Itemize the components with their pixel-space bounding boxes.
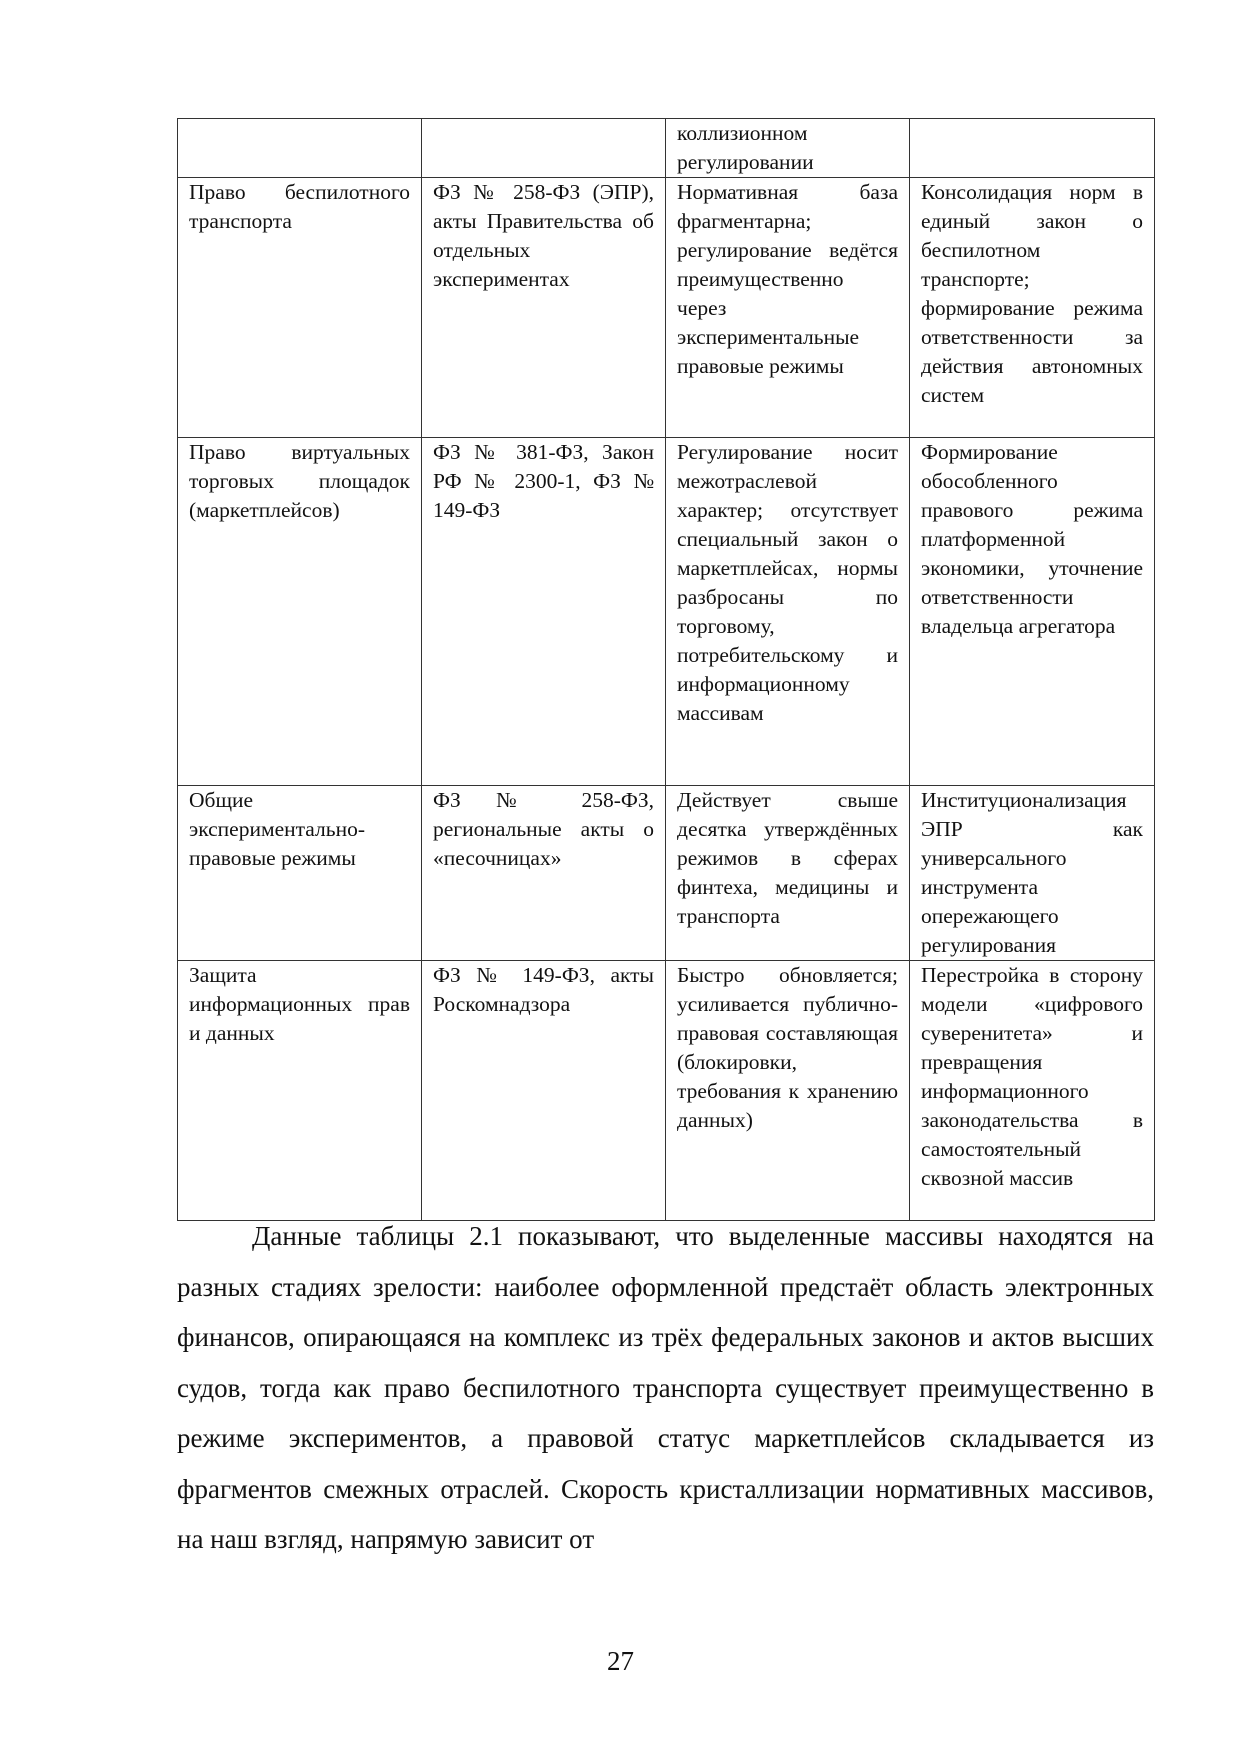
table-cell: коллизионном регулировании bbox=[666, 119, 910, 178]
body-paragraph: Данные таблицы 2.1 показывают, что выделенные массивы находятся на разных стадиях зрелости: наиболее оформленной предстаёт область электронных финансов, опирающаяся на комплекс из трёх федеральных законов и актов высших судов, тогда как право беспилотного транспорта существует преимущественно в режиме экспериментов, а правовой статус маркетплейсов складывается из фрагментов смежных отраслей. Скорость кристаллизации нормативных массивов, на наш взгляд, напрямую зависит от bbox=[177, 1221, 1154, 1554]
table-cell: ФЗ № 258-ФЗ (ЭПР), акты Правительства об отдельных экспериментах bbox=[422, 178, 666, 438]
table-cell: Право виртуальных торговых площадок (маркетплейсов) bbox=[178, 438, 422, 786]
regulation-table bbox=[177, 118, 1155, 1221]
table-cell: Институционализация ЭПР как универсального инструмента опережающего регулирования bbox=[910, 786, 1155, 961]
table-row bbox=[178, 786, 1155, 961]
table-cell: Консолидация норм в единый закон о беспилотном транспорте; формирование режима ответственности за действия автономных систем bbox=[910, 178, 1155, 438]
table-cell: ФЗ № 258-ФЗ, региональные акты о «песочницах» bbox=[422, 786, 666, 961]
table-cell: Действует свыше десятка утверждённых режимов в сферах финтеха, медицины и транспорта bbox=[666, 786, 910, 961]
table-cell: Защита информационных прав и данных bbox=[178, 961, 422, 1221]
table-cell: Формирование обособленного правового режима платформенной экономики, уточнение ответственности владельца агрегатора bbox=[910, 438, 1155, 786]
page-number: 27 bbox=[607, 1646, 634, 1676]
table-cell bbox=[422, 119, 666, 178]
table-cell: ФЗ № 381-ФЗ, Закон РФ № 2300-1, ФЗ № 149-ФЗ bbox=[422, 438, 666, 786]
table-row bbox=[178, 178, 1155, 438]
table-cell: Быстро обновляется; усиливается публично-правовая составляющая (блокировки, требования к хранению данных) bbox=[666, 961, 910, 1221]
table-cell: ФЗ № 149-ФЗ, акты Роскомнадзора bbox=[422, 961, 666, 1221]
table-row bbox=[178, 961, 1155, 1221]
table-cell bbox=[178, 119, 422, 178]
table-cell: Перестройка в сторону модели «цифрового суверенитета» и превращения информационного законодательства в самостоятельный сквозной массив bbox=[910, 961, 1155, 1221]
table-cell: Общие экспериментально-правовые режимы bbox=[178, 786, 422, 961]
table-cell: Регулирование носит межотраслевой характер; отсутствует специальный закон о маркетплейсах, нормы разбросаны по торговому, потребительскому и информационному массивам bbox=[666, 438, 910, 786]
table-row bbox=[178, 438, 1155, 786]
table-cell: Нормативная база фрагментарна; регулирование ведётся преимущественно через экспериментальные правовые режимы bbox=[666, 178, 910, 438]
table-cell bbox=[910, 119, 1155, 178]
table-cell: Право беспилотного транспорта bbox=[178, 178, 422, 438]
table-row bbox=[178, 119, 1155, 178]
